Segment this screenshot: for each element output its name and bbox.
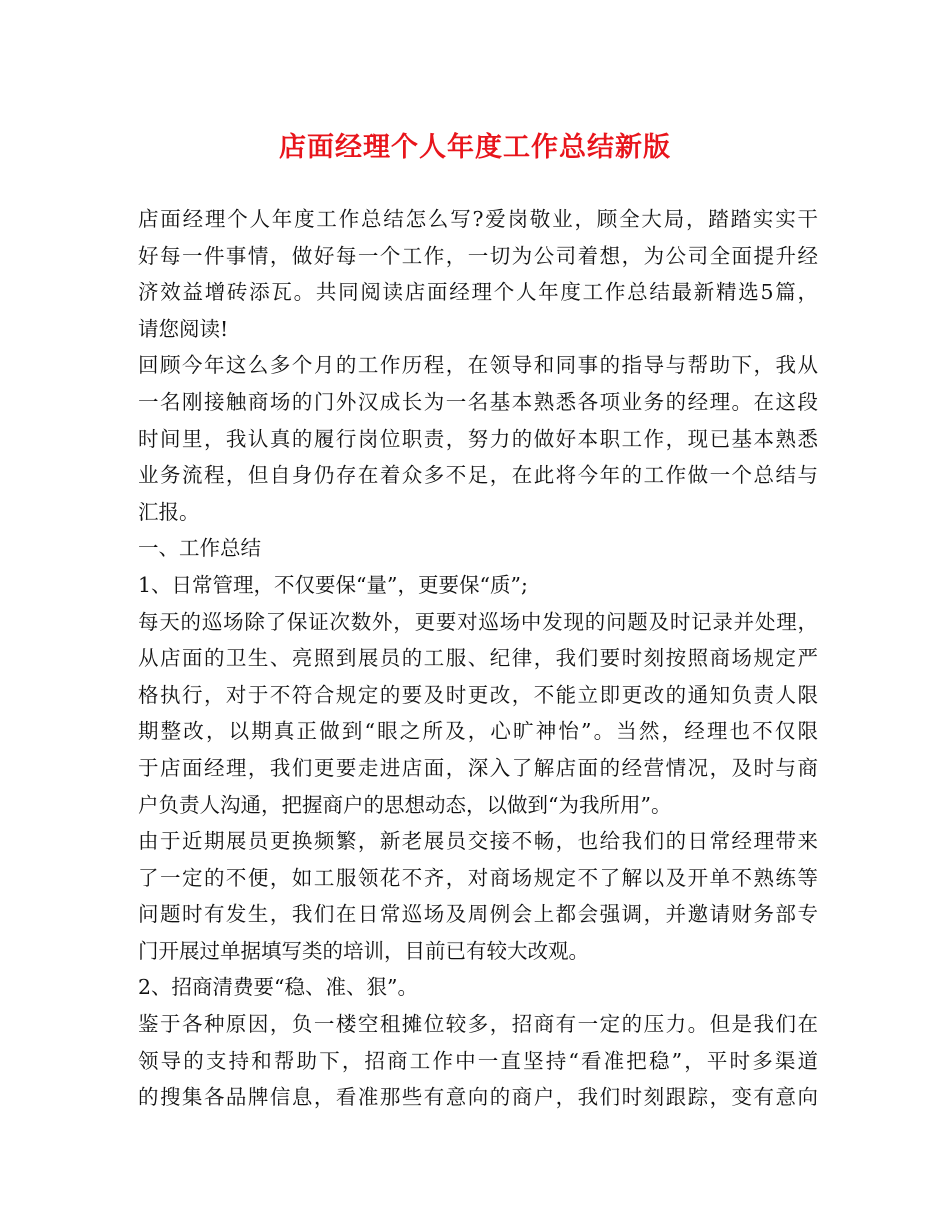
text-line: 鉴于各种原因，负一楼空租摊位较多，招商有一定的压力。但是我们在	[138, 1012, 818, 1037]
text-line: 一名刚接触商场的门外汉成长为一名基本熟悉各项业务的经理。在这段	[138, 389, 818, 414]
text-line: 的搜集各品牌信息，看准那些有意向的商户，我们时刻跟踪，变有意向	[138, 1085, 818, 1110]
text-line: 格执行，对于不符合规定的要及时更改，不能立即更改的通知负责人限	[138, 682, 818, 707]
text-line: 请您阅读!	[138, 316, 229, 341]
text-line: 问题时有发生，我们在日常巡场及周例会上都会强调，并邀请财务部专	[138, 902, 818, 927]
document-body	[138, 201, 818, 1116]
text-line: 时间里，我认真的履行岗位职责，努力的做好本职工作，现已基本熟悉	[138, 426, 818, 451]
text-line: 店面经理个人年度工作总结怎么写?爱岗敬业，顾全大局，踏踏实实干	[138, 207, 818, 231]
text-line: 从店面的卫生、亮照到展员的工服、纪律，我们要时刻按照商场规定严	[138, 646, 818, 671]
text-line: 于店面经理，我们更要走进店面，深入了解店面的经营情况，及时与商	[138, 755, 818, 780]
text-line: 期整改，以期真正做到“眼之所及，心旷神怡”。当然，经理也不仅限	[138, 719, 818, 744]
document-title: 店面经理个人年度工作总结新版	[279, 132, 671, 163]
text-line: 每天的巡场除了保证次数外，更要对巡场中发现的问题及时记录并处理，	[138, 609, 818, 634]
text-line: 由于近期展员更换频繁，新老展员交接不畅，也给我们的日常经理带来	[138, 829, 818, 854]
text-line: 1、日常管理，不仅要保“量”，更要保“质”;	[138, 572, 528, 597]
text-line: 了一定的不便，如工服领花不齐，对商场规定不了解以及开单不熟练等	[138, 865, 818, 890]
text-line: 2、招商清费要“稳、准、狠”。	[138, 975, 419, 1000]
text-line: 好每一件事情，做好每一个工作，一切为公司着想，为公司全面提升经	[138, 243, 818, 268]
text-line: 一、工作总结	[138, 536, 261, 561]
text-line: 回顾今年这么多个月的工作历程，在领导和同事的指导与帮助下，我从	[138, 353, 818, 378]
text-line: 业务流程，但自身仍存在着众多不足，在此将今年的工作做一个总结与	[138, 463, 818, 488]
text-line: 济效益增砖添瓦。共同阅读店面经理个人年度工作总结最新精选5篇，	[138, 280, 818, 305]
text-line: 户负责人沟通，把握商户的思想动态，以做到“为我所用”。	[138, 792, 672, 817]
text-line: 领导的支持和帮助下，招商工作中一直坚持“看准把稳”，平时多渠道	[138, 1048, 818, 1073]
text-line: 汇报。	[138, 499, 200, 524]
text-line: 门开展过单据填写类的培训，目前已有较大改观。	[138, 938, 589, 963]
